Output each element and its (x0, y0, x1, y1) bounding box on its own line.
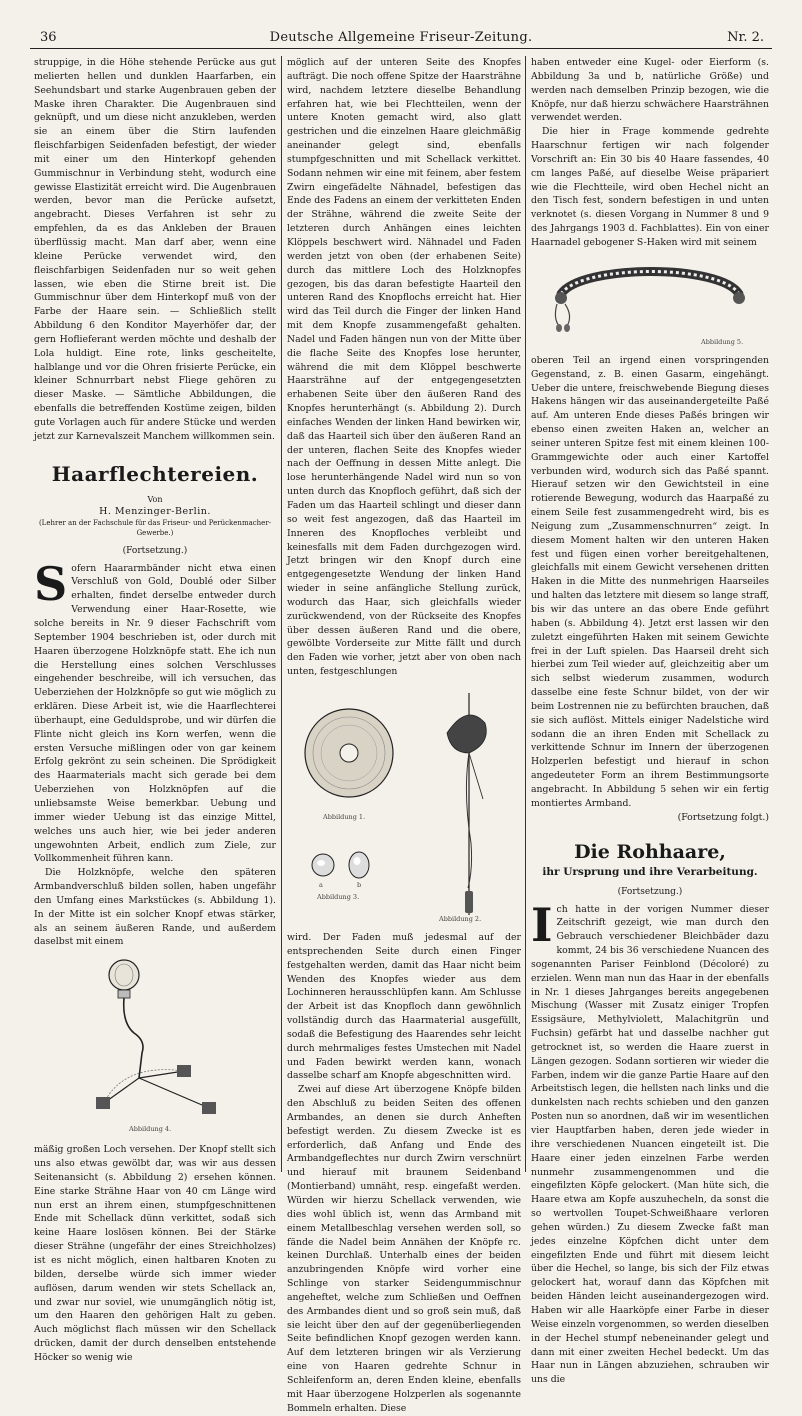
continuation-note: (Fortsetzung.) (617, 886, 683, 897)
paragraph (34, 556, 276, 867)
paragraph: haben entweder eine Kugel- oder Eierform (s. Abbildung 3a und b, natürliche Größe) und werden nach demselben Prinzip bezogen, wie die Knöpfe, nur daß hierzu schwächere Haarsträhnen verwendet werden. (531, 57, 769, 124)
page-number: 36 (40, 30, 57, 45)
page-header (30, 30, 772, 49)
figure-caption: Abbildung 4. (129, 1125, 172, 1134)
column-rule (281, 56, 282, 1172)
figure-caption: Abbildung 2. (439, 914, 482, 923)
article-title: Die Rohhaare, (574, 840, 726, 863)
article-subtitle: ihr Ursprung und ihre Verarbeitung. (542, 865, 758, 878)
button-illustrations (287, 683, 521, 927)
column-2 (287, 56, 521, 1416)
journal-title: Deutsche Allgemeine Friseur-Zeitung. (269, 30, 533, 45)
figure-4 (34, 953, 276, 1139)
lamp-stand-illustration (34, 953, 276, 1139)
paragraph: struppige, in die Höhe stehende Perücke aus gut melierten hellen und dunklen Haarfarben, ein Seehundsbart und starke Augenbrauen geben der Maske ihren Charakter. Die Augenbrauen sind geknüpft, und um diese nicht anzukleben, werden sie an einem über die Stirn laufenden fleischfarbigen Seidenfaden befestigt, der wieder mit einer um den Hinterkopf gehenden Gummischnur in Verbindung steht, wodurch eine gewisse Elastizität erreicht wird. Die Augenbrauen werden, bevor man die Perücke aufsetzt, angebracht. Dieses Verfahren ist sehr zu empfehlen, da es das Ankleben der Brauen überflüssig macht. Man darf aber, wenn eine kleine Perücke verwendet wird, den fleischfarbigen Seidenfaden nur so weit gehen lassen, wie eben die Stirne breit ist. Die Gummischnur über dem Hinterkopf muß von der Farbe der Haare sein. — Schließlich stellt Abbildung 6 den Konditor Mayerhöfer dar, der gern Hoflieferant werden möchte und deshalb der Lola huldigt. Eine rote, links gescheitelte, halblange und vor die Ohren frisierte Perücke, ein kleiner Schnurrbart nebst Fliege gehören zu dieser Maske. — Sämtliche Abbildungen, die ebenfalls die betreffenden Kostüme zeigen, bilden gute Vorlagen auch für andere Stücke und werden jetzt zur Karnevalszeit Manchem willkommen sein. (34, 57, 276, 442)
article-title: Haarflechtereien. (51, 461, 259, 486)
paragraph: Die hier in Frage kommende gedrehte Haarschnur fertigen wir nach folgender Vorschrift an: Ein 30 bis 40 Haare fassendes, 40 cm langes Paßé, auf dieselbe Weise präpariert wie die Flechtteile, wird oben Hechel nicht an den Tisch fest, sondern befestigen in und unten verknotet (s. diesen Vorgang in Nummer 8 und 9 des Jahrgangs 1903 d. Fachblattes). Ein von einer Haarnadel gebogener S-Haken wird mit seinem (531, 126, 769, 248)
issue-number: Nr. 2. (727, 30, 764, 45)
figure-label: b (357, 880, 362, 889)
byline-von: Von (147, 494, 163, 504)
paragraph: mäßig großen Loch versehen. Der Knopf stellt sich uns also etwas gewölbt dar, was wir aus dessen Seitenansicht (s. Abbildung 2) ersehen können. Eine starke Strähne Haar von 40 cm Länge wird nun erst an ihrem einen, stumpfgeschnittenen Ende mit Schellack dünn verkittet, sodaß sich keine Haare loslösen können. Bei der Stärke dieser Strähne (ungefähr der eines Streichholzes) ist es nicht möglich, einen haltbaren Knoten zu bilden, derselbe würde sich immer wieder auflösen, darum wenden wir stets Schellack an, und zwar nur soviel, wie unumgänglich nötig ist, um den Haaren den gehörigen Halt zu geben. Auch möglichst flach müssen wir den Schellack drücken, damit der durch denselben entstehende Höcker so wenig wie (34, 1144, 276, 1363)
figure-caption: Abbildung 5. (701, 337, 744, 346)
figure-caption: Abbildung 1. (323, 812, 366, 821)
continued-note: (Fortsetzung folgt.) (677, 811, 769, 823)
paragraph: möglich auf der unteren Seite des Knopfes aufträgt. Die noch offene Spitze der Haarsträhne wird, nachdem letztere dieselbe Behandlung erfahren hat, wie bei Flechtteilen, wenn der untere Knoten gemacht wird, also glatt gestrichen und die einzelnen Haare gleichmäßig aneinander gelegt sind, ebenfalls stumpfgeschnitten und mit Schellack verkittet. Sodann nehmen wir eine mit feinem, aber festem Zwirn eingefädelte Nähnadel, befestigen das Ende des Fadens an einem der verkitteten Enden der Strähne, während die zweite Seite der letzteren durch Anhängen eines leichten Klöppels beschwert wird. Nähnadel und Faden werden jetzt von oben (der erhabenen Seite) durch das mittlere Loch des Holzknopfes gezogen, bis das daran befestigte Haarteil den unteren Rand des Knopflochs erreicht hat. Hier wird das Teil durch die Finger der linken Hand mit dem Knopfe zusammengefaßt gehalten. Nadel und Faden hängen nun von der Mitte über die flache Seite des Knopfes lose herunter, während die mit dem Klöppel beschwerte Haarsträhne auf der entgegengesetzten erhabenen Seite über den äußeren Rand des Knopfes herunterhängt (s. Abbildung 2). Durch einfaches Wenden der linken Hand bewirken wir, daß das Haarteil sich über den äußeren Rand an der unteren, flachen Seite des Knopfes wieder nach der Oeffnung in dessen Mitte anlegt. Die lose herunterhängende Nadel wird nun so von unten durch das Knopfloch geführt, daß sich der Faden um das Haarteil schlingt und dieser dann so weit fest angezogen, daß das Haarteil im Inneren des Knopfloches verbleibt und keinesfalls mit dem Faden durchgezogen wird. Jetzt bringen wir den Knopf durch eine entgegengesetzte Wendung der linken Hand wieder in seine anfängliche Stellung zurück, wodurch das Haar, sich gleichfalls wieder zurückwendend, von der Rückseite des Knopfes über dessen äußeren Rand und die obere, gewölbte Vorderseite zur Mitte fällt und durch den Faden wie vorher, jetzt aber von oben nach unten, festgeschlungen (287, 57, 521, 678)
figure-label: a (319, 880, 323, 889)
paragraph: Zwei auf diese Art überzogene Knöpfe bilden den Abschluß zu beiden Seiten des offenen Armbandes, an denen sie durch Anheften befestigt werden. Zu diesem Zwecke ist es erforderlich, daß Anfang und Ende des Armbandgeflechtes nur durch Zwirn verschnürt und hierauf mit braunem Seidenband (Montierband) umnäht, resp. eingefaßt werden. Würden wir hierzu Schellack verwenden, wie dies wohl üblich ist, wenn das Armband mit einem Metallbeschlag versehen werden soll, so fände die Nadel beim Annähen der Knöpfe rc. keinen Durchlaß. Unterhalb eines der beiden anzubringenden Knöpfe wird vorher eine Schlinge von starker Seidengummischnur angeheftet, welche zum Schließen und Oeffnen des Armbandes dient und so groß sein muß, daß sie leicht über den auf der gegenüberliegenden Seite befindlichen Knopf gezogen werden kann. Auf dem letzteren bringen wir als Verzierung eine von Haaren gedrehte Schnur in Schleifenform an, deren Enden kleine, ebenfalls mit Haar überzogene Holzperlen als sogenannte Bommeln erhalten. Diese (287, 1084, 521, 1414)
paragraph: Die Holzknöpfe, welche den späteren Armbandverschluß bilden sollen, haben ungefähr den Umfang eines Markstückes (s. Abbildung 1). In der Mitte ist ein solcher Knopf etwas stärker, als an seinem äußeren Rande, und außerdem daselbst mit einem (34, 867, 276, 948)
paragraph (531, 897, 769, 1388)
paragraph-text: ch hatte in der vorigen Nummer dieser Zeitschrift gezeigt, wie man durch den Gebrauch verschiedener Bleichbäder dazu kommt, 24 bis 36 verschiedene Nuancen des sogenannten Pariser Feinblond (Décoloré) zu erzielen. Wenn man nun das Haar in der ebenfalls in Nr. 1 dieses Jahrganges bereits angegebenen Mischung (Wasser mit Zusatz einiger Tropfen Essigsäure, Methylviolett, Malachitgrün und Fuchsin) gefärbt hat und dasselbe nachher gut getrocknet ist, so werden die Haare zuerst in Längen gezogen. Sodann sortieren wir wieder die Farben, indem wir die ganze Partie Haare auf den Arbeitstisch legen, die hellsten nach links und die dunkelsten nach rechts schieben und den ganzen Posten nun so anordnen, daß wir im wesentlichen vier Hauptfarben haben, deren jede wieder in ihre verschiedenen Nuancen eingeteilt ist. Die Haare einer jeden einzelnen Farbe werden nunmehr zusammengenommen und die eingefilzten Köpfe gelockert. (Man hüte sich, die Haare etwa am Kopfe auszuhecheln, da sonst die so wertvollen Toupet-Schweißhaare verloren gehen würden.) Zu diesem Zwecke faßt man jedes einzelne Köpfchen dicht unter dem eingefilzten Ende und führt mit diesem leicht über die Hechel, so lange, bis sich der Filz etwas gelockert hat, worauf dann das Köpfchen mit beiden Händen leicht auseinandergezogen wird. Haben wir alle Haarköpfe einer Farbe in dieser Weise einzeln vorgenommen, so werden dieselben in der Hechel stumpf nebeneinander gelegt und dann mit einer zweiten Hechel bedeckt. Um das Haar nun in Längen abzuziehen, schrauben wir uns die (531, 903, 769, 1386)
column-1 (34, 56, 276, 1365)
figures-1-2-3 (287, 683, 521, 927)
author: H. Menzinger-Berlin. (99, 505, 211, 517)
drop-cap: I (531, 897, 553, 952)
paragraph: wird. Der Faden muß jedesmal auf der entsprechenden Seite durch einen Finger festgehalten werden, damit das Haar nicht beim Wenden des Knopfes wieder aus dem Lochinneren herausschlüpfen kann. Am Schlusse der Arbeit ist das Knopfloch dann gewöhnlich vollständig durch das Haarmaterial ausgefüllt, sodaß die Befestigung des Haarendes sehr leicht durch mehrmaliges festes Umstechen mit Nadel und Faden bewirkt werden kann, wonach dasselbe scharf am Knopfe abgeschnitten wird. (287, 931, 521, 1082)
bracelet-illustration (531, 254, 769, 350)
column-3 (531, 56, 769, 1387)
author-affiliation: (Lehrer an der Fachschule für das Friseur- und Perückenmacher-Gewerbe.) (38, 518, 272, 537)
drop-cap: S (34, 556, 68, 611)
figure-caption: Abbildung 3. (317, 892, 360, 901)
figure-5 (531, 254, 769, 350)
paragraph-text: ofern Haararmbänder nicht etwa einen Verschluß von Gold, Doublé oder Silber erhalten, findet derselbe entweder durch Verwendung einer Haar-Rosette, wie solche bereits in Nr. 9 dieser Fachschrift vom September 1904 beschrieben ist, oder durch mit Haaren überzogene Holzknöpfe statt. Ehe ich nun die Herstellung eines solchen Verschlusses eingehender beschreibe, will ich versuchen, das Ueberziehen der Holzknöpfe so gut wie möglich zu erklären. Diese Arbeit ist, wie die Haarflechterei überhaupt, eine Geduldsprobe, und wir dürfen die Flinte nicht gleich ins Korn werfen, wenn die ersten Versuche mißlingen oder von gar keinem Erfolg gekrönt zu sein scheinen. Die Sprödigkeit des Haarmaterials macht sich gerade bei dem Ueberziehen von Holzknöpfen auf die unliebsamste Weise bemerkbar. Uebung und immer wieder Uebung ist das einzige Mittel, welches uns auch hier, wie bei jeder anderen ungewohnten Arbeit, endlich zum Ziele, zur Vollkommenheit führen kann. (34, 562, 276, 865)
paragraph: oberen Teil an irgend einen vorspringenden Gegenstand, z. B. einen Gasarm, eingehängt. Ueber die untere, freischwebende Biegung dieses Hakens hängen wir das auseinandergeteilte Paßé auf. Am unteren Ende dieses Paßés bringen wir ebenso einen zweiten Haken an, welcher an seiner unteren Spitze fest mit einem kleinen 100-Grammgewichte oder auch einer Kartoffel verbunden wird, wodurch sich das Paßé spannt. Hierauf setzen wir den Gewichtsteil in eine rotierende Bewegung, wodurch das Haarpaßé zu einem Seile fest zusammengedreht wird, bis es Neigung zum „Zusammenschnurren“ zeigt. In diesem Moment halten wir den unteren Haken fest und fügen einen vorher bereitgehaltenen, gleichfalls mit einem Gewicht versehenen dritten Haken in die Mitte des nunmehrigen Haarseiles und halten das letztere mit diesem so lange straff, bis wir das untere an das obere Ende geführt haben (s. Abbildung 4). Jetzt erst lassen wir den zuletzt eingeführten Haken mit seinem Gewichte frei in der Luft spielen. Das Haarseil dreht sich hierbei zum Teil wieder auf, gleichzeitig aber um sich selbst wiederum zusammen, wodurch dasselbe eine feste Schnur bildet, von der wir beim Lostrennen nie zu befürchten brauchen, daß sie sich auflöst. Mittels einiger Nadelstiche wird sodann die an ihren Enden mit Schellack zu verkittende Schnur im Innern der überzogenen Holzperlen befestigt und hierauf in schon angedeuteter Form an ihrem Bestimmungsorte angebracht. In Abbildung 5 sehen wir ein fertig montiertes Armband. (531, 354, 769, 809)
continuation-note: (Fortsetzung.) (122, 545, 188, 556)
column-rule (525, 56, 526, 1172)
